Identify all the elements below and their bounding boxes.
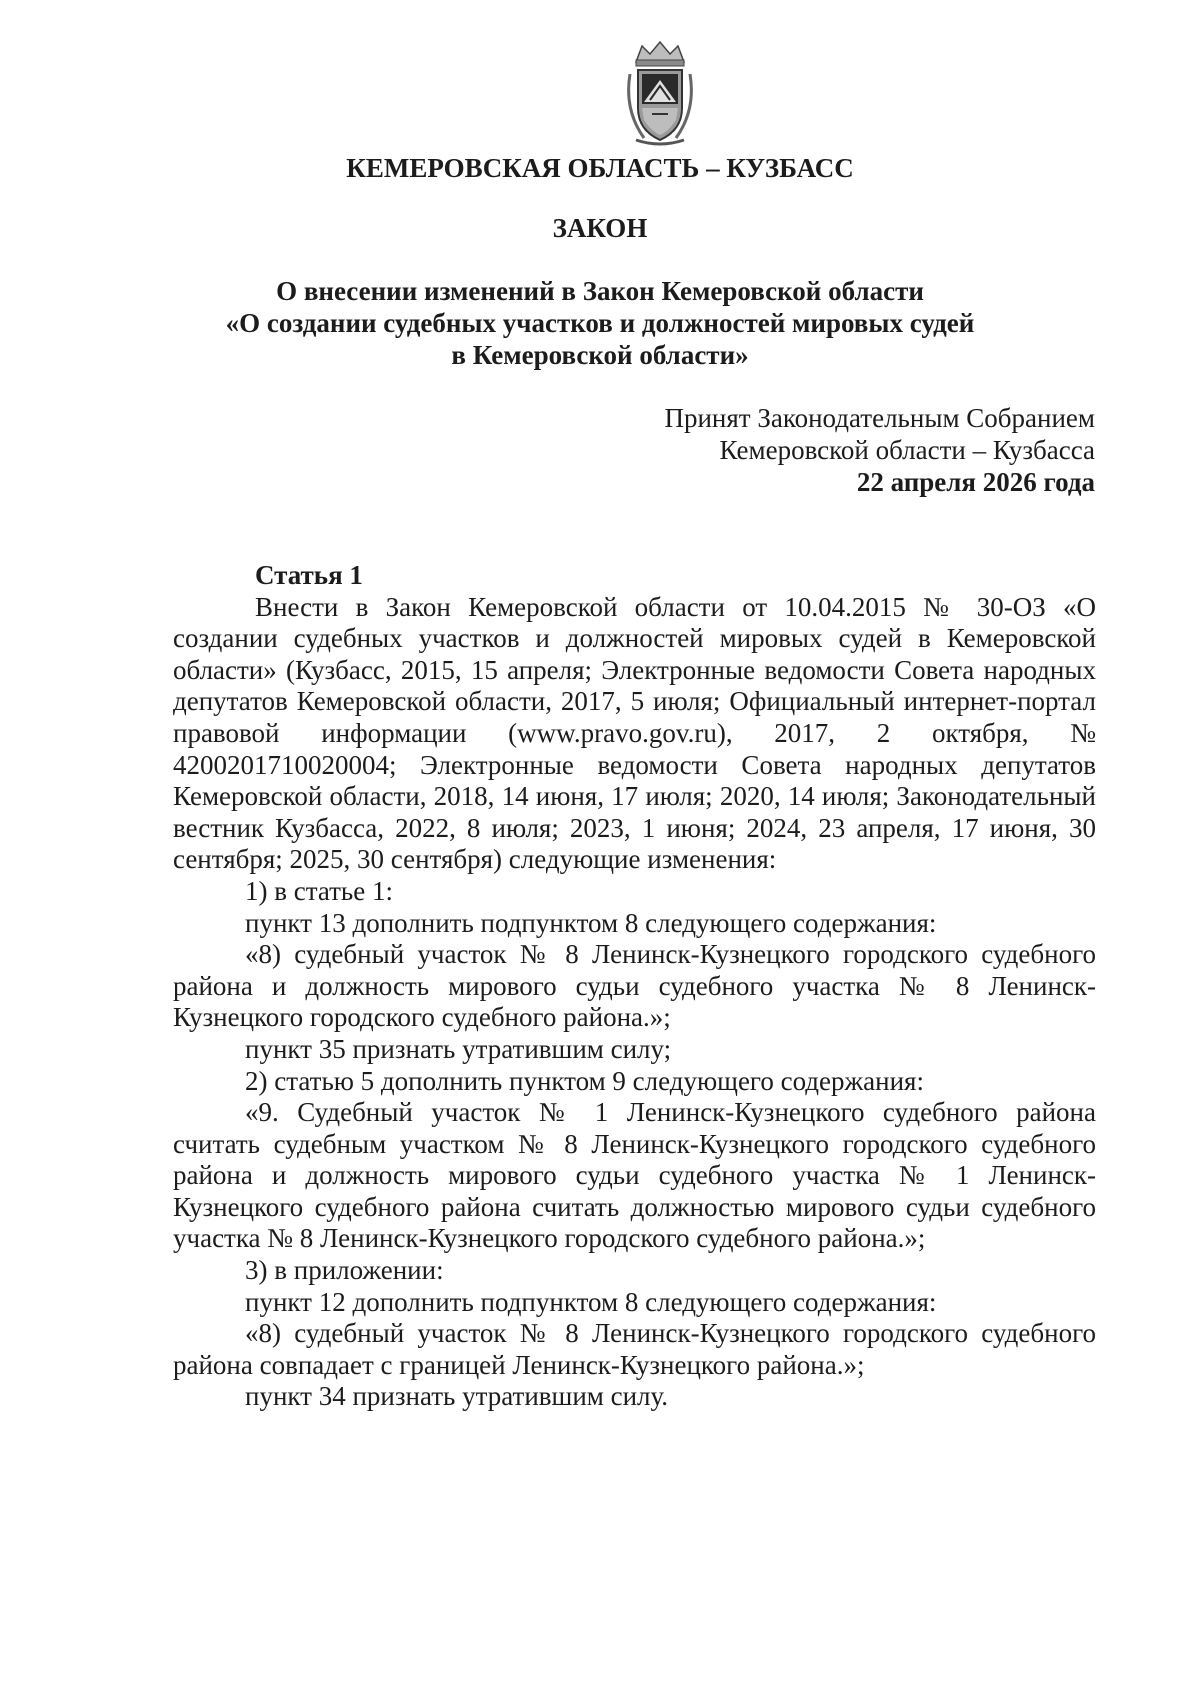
amendment-item-1: 1) в статье 1: [245,875,393,906]
amendment-item-10: пункт 34 признать утратившим силу. [245,1381,669,1412]
adoption-block [664,402,1095,498]
adoption-date: 22 апреля 2026 года [856,467,1095,497]
coat-of-arms-icon [622,40,698,148]
amendment-item-9: «8) судебный участок № 8 Ленинск-Кузнецкого городского судебного района совпадает с границей Ленинск-Кузнецкого района.»; [173,1318,1096,1380]
amendment-item-6: «9. Судебный участок № 1 Ленинск-Кузнецкого судебного района считать судебным участком № 8 Ленинск-Кузнецкого городского судебного района и должность мирового судьи судебного участка № 1 Ленинск-Кузнецкого судебного района считать должностью мирового судьи судебного участка № 8 Ленинск-Кузнецкого городского судебного района.»; [173,1097,1096,1254]
article-body [173,560,1096,1413]
amendment-item-4: пункт 35 признать утратившим силу; [245,1033,672,1064]
document-type: ЗАКОН [552,213,648,243]
amendment-item-7: 3) в приложении: [245,1255,444,1286]
amendment-item-5: 2) статью 5 дополнить пунктом 9 следующего содержания: [245,1065,924,1096]
amendment-item-2: пункт 13 дополнить подпунктом 8 следующего содержания: [245,907,937,938]
amendment-item-3: «8) судебный участок № 8 Ленинск-Кузнецкого городского судебного района и должность мирового судьи судебного участка № 8 Ленинск-Кузнецкого городского судебного района.»; [173,939,1096,1033]
law-title-line-2: «О создании судебных участков и должностей мировых судей [225,308,975,338]
region-heading: КЕМЕРОВСКАЯ ОБЛАСТЬ – КУЗБАСС [346,153,854,183]
law-title-line-3: в Кемеровской области» [451,340,749,370]
article-intro: Внести в Закон Кемеровской области от 10.04.2015 № 30-ОЗ «О создании судебных участков и должностей мировых судей в Кемеровской области» (Кузбасс, 2015, 15 апреля; Электронные ведомости Совета народных депутатов Кемеровской области, 2017, 5 июля; Официальный интернет-портал правовой информации (www.pravo.gov.ru), 2017, 2 октября, № 4200201710020004; Электронные ведомости Совета народных депутатов Кемеровской области, 2018, 14 июня, 17 июля; 2020, 14 июля; Законодательный вестник Кузбасса, 2022, 8 июля; 2023, 1 июня; 2024, 23 апреля, 17 июня, 30 сентября; 2025, 30 сентября) следующие изменения: [173,591,1096,875]
amendment-item-8: пункт 12 дополнить подпунктом 8 следующего содержания: [245,1286,937,1317]
law-title-line-1: О внесении изменений в Закон Кемеровской области [276,276,924,306]
law-title [0,275,1200,371]
article-title: Статья 1 [255,560,363,590]
adoption-line-1: Принят Законодательным Собранием [664,403,1095,433]
adoption-line-2: Кемеровской области – Кузбасса [719,435,1095,465]
